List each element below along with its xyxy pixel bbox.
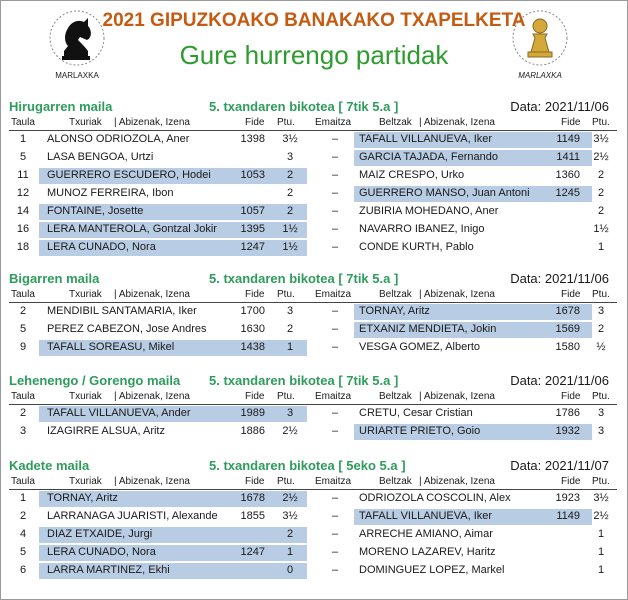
black-points: ½ [596,341,606,353]
column-header-white-fide: Fide [245,117,265,128]
white-player: TORNAY, Aritz [47,492,118,504]
column-header-white-name: | Abizenak, Izena [114,117,190,128]
result: – [331,407,339,419]
column-header-black-name: | Abizenak, Izena [419,391,495,402]
column-header-result: Emaitza [315,391,352,402]
white-player: LASA BENGOA, Urtzi [47,151,154,163]
board-number: 18 [16,241,30,253]
board-number: 5 [19,151,27,163]
black-points: 1 [597,528,605,540]
white-points: 2 [286,187,294,199]
column-header-white: Txuriak [69,391,102,402]
black-points: 3 [597,407,605,419]
column-header-black-fide: Fide [561,117,581,128]
board-number: 11 [17,169,29,181]
black-player: ZUBIRIA MOHEDANO, Aner [359,205,499,217]
board-number: 2 [19,305,27,317]
white-points: 2½ [282,492,298,504]
board-number: 4 [19,528,27,540]
black-points: 1½ [593,223,609,235]
pairing-row [9,490,617,508]
column-header-black-points: Ptu. [592,476,610,487]
white-player: LARRANAGA JUARISTI, Alexande [47,510,218,522]
pairing-row [9,562,617,580]
pairing-row [9,221,617,239]
column-header-white-points: Ptu. [277,117,295,128]
pairing-row [9,526,617,544]
column-header-black-fide: Fide [561,476,581,487]
column-header-black-fide: Fide [561,391,581,402]
board-number: 3 [19,425,27,437]
section-round: 5. txandaren bikotea [ 5eko 5.a ] [209,458,406,473]
white-points: 1 [286,341,294,353]
black-points: 3½ [593,492,609,504]
column-header-black-fide: Fide [561,289,581,300]
white-fide: 1247 [240,241,265,253]
result: – [331,510,339,522]
column-header-black-points: Ptu. [592,391,610,402]
black-player: TAFALL VILLANUEVA, Iker [359,133,493,145]
black-player: GARCIA TAJADA, Fernando [359,151,498,163]
black-fide: 1411 [556,151,580,163]
result: – [331,341,339,353]
white-points: 3½ [282,133,298,145]
result: – [331,323,339,335]
pairing-row [9,321,617,339]
white-player: GUERRERO ESCUDERO, Hodei [47,169,211,181]
white-fide: 1678 [240,492,265,504]
board-number: 1 [19,133,27,145]
white-player: MENDIBIL SANTAMARIA, Iker [47,305,197,317]
pairing-row [9,508,617,526]
pairing-row [9,544,617,562]
black-points: 2½ [593,151,609,163]
black-fide: 1678 [555,305,580,317]
pairing-row [9,203,617,221]
white-points: 2 [286,528,294,540]
black-player: URIARTE PRIETO, Goio [359,425,481,437]
black-player: CONDE KURTH, Pablo [359,241,474,253]
white-fide: 1398 [240,133,265,145]
white-fide: 1395 [240,223,265,235]
board-number: 1 [19,492,27,504]
section-round: 5. txandaren bikotea [ 7tik 5.a ] [209,99,399,114]
column-header-board: Taula [11,391,35,402]
pairing-row [9,239,617,257]
section-round: 5. txandaren bikotea [ 7tik 5.a ] [209,373,399,388]
board-number: 2 [19,510,27,522]
black-player: MORENO LAZAREV, Haritz [359,546,496,558]
svg-text:MARLAXKA: MARLAXKA [518,71,562,80]
white-points: 3½ [282,510,298,522]
result: – [331,528,339,540]
white-fide: 1053 [240,169,265,181]
column-header-black: Beltzak [379,476,412,487]
result: – [331,169,339,181]
board-number: 6 [19,564,27,576]
result: – [331,241,339,253]
result: – [331,492,339,504]
white-points: 3 [286,305,294,317]
board-number: 2 [19,407,27,419]
column-header-white-name: | Abizenak, Izena [114,289,190,300]
column-header-row [9,288,617,303]
column-header-white-points: Ptu. [277,476,295,487]
result: – [331,151,339,163]
section-0 [9,96,617,257]
black-points: 2 [597,187,605,199]
column-header-white: Txuriak [69,476,102,487]
black-points: 1 [597,564,605,576]
white-player: LERA CUNADO, Nora [47,546,156,558]
white-player: TAFALL VILLANUEVA, Ander [47,407,191,419]
white-points: 3 [286,407,294,419]
white-points: 1 [286,546,294,558]
white-points: 1½ [282,223,298,235]
black-fide: 1786 [555,407,580,419]
column-header-black-points: Ptu. [592,117,610,128]
pairing-row [9,185,617,203]
pairing-row [9,131,617,149]
section-header [9,455,617,475]
column-header-black-name: | Abizenak, Izena [419,117,495,128]
column-header-white: Txuriak [69,289,102,300]
black-fide: 1569 [555,323,580,335]
black-fide: 1245 [555,187,580,199]
pairing-row [9,339,617,357]
column-header-white-name: | Abizenak, Izena [114,391,190,402]
section-date: Data: 2021/11/06 [510,99,609,114]
black-fide: 1580 [555,341,580,353]
pairing-row [9,149,617,167]
black-player: TAFALL VILLANUEVA, Iker [359,510,493,522]
white-fide: 1630 [240,323,265,335]
black-points: 2 [597,205,605,217]
black-player: GUERRERO MANSO, Juan Antoni [359,187,530,199]
column-header-white-name: | Abizenak, Izena [114,476,190,487]
white-player: ALONSO ODRIOZOLA, Aner [47,133,190,145]
black-player: NAVARRO IBANEZ, Inigo [359,223,485,235]
column-header-result: Emaitza [315,289,352,300]
white-fide: 1438 [240,341,265,353]
section-header [9,268,617,288]
white-points: 2 [286,169,294,181]
column-header-white-fide: Fide [245,391,265,402]
white-fide: 1886 [240,425,265,437]
black-points: 3 [597,305,605,317]
white-player: FONTAINE, Josette [47,205,144,217]
black-fide: 1360 [555,169,580,181]
section-1 [9,268,617,357]
column-header-board: Taula [11,476,35,487]
column-header-black-name: | Abizenak, Izena [419,289,495,300]
result: – [331,187,339,199]
section-round: 5. txandaren bikotea [ 7tik 5.a ] [209,271,399,286]
black-fide: 1923 [555,492,580,504]
section-header [9,96,617,116]
white-points: 3 [286,151,294,163]
black-points: 2 [597,169,605,181]
white-points: 2 [286,323,294,335]
black-player: MAIZ CRESPO, Urko [359,169,465,181]
black-points: 3 [597,425,605,437]
black-player: VESGA GOMEZ, Alberto [359,341,481,353]
column-header-row [9,475,617,490]
column-header-black: Beltzak [379,289,412,300]
section-name: Hirugarren maila [9,99,113,114]
black-points: 2½ [593,510,609,522]
white-player: TAFALL SOREASU, Mikel [47,341,175,353]
white-points: 2½ [282,425,298,437]
section-header [9,370,617,390]
section-3 [9,455,617,580]
pairing-row [9,167,617,185]
white-player: DIAZ ETXAIDE, Jurgi [47,528,153,540]
column-header-black: Beltzak [379,391,412,402]
result: – [331,223,339,235]
black-player: ETXANIZ MENDIETA, Jokin [359,323,497,335]
black-player: ARRECHE AMIANO, Aimar [359,528,493,540]
column-header-row [9,116,617,131]
board-number: 9 [19,341,27,353]
pairing-row [9,405,617,423]
white-player: LARRA MARTINEZ, Ekhi [47,564,170,576]
white-fide: 1855 [240,510,265,522]
black-points: 2 [597,323,605,335]
section-name: Bigarren maila [9,271,100,286]
white-player: LERA MANTEROLA, Gontzal Jokir [47,223,217,235]
page-subtitle: Gure hurrengo partidak [179,40,449,70]
pairing-row [9,423,617,441]
result: – [331,546,339,558]
white-player: LERA CUNADO, Nora [47,241,156,253]
board-number: 14 [16,205,30,217]
column-header-black-points: Ptu. [592,289,610,300]
column-header-result: Emaitza [315,476,352,487]
column-header-black-name: | Abizenak, Izena [419,476,495,487]
board-number: 16 [16,223,30,235]
board-number: 5 [19,546,27,558]
board-number: 12 [16,187,30,199]
white-fide: 1057 [240,205,265,217]
column-header-board: Taula [11,117,35,128]
column-header-row [9,390,617,405]
white-points: 2 [286,205,294,217]
white-player: IZAGIRRE ALSUA, Aritz [47,425,165,437]
board-number: 5 [19,323,27,335]
black-player: DOMINGUEZ LOPEZ, Markel [359,564,505,576]
result: – [331,305,339,317]
black-player: ODRIOZOLA COSCOLIN, Alex [359,492,511,504]
white-fide: 1700 [240,305,265,317]
black-fide: 1149 [556,510,580,522]
column-header-board: Taula [11,289,35,300]
column-header-black: Beltzak [379,117,412,128]
white-fide: 1247 [240,546,265,558]
black-fide: 1932 [555,425,580,437]
black-points: 3½ [593,133,609,145]
pairing-row [9,303,617,321]
section-name: Lehenengo / Gorengo maila [9,373,181,388]
black-points: 1 [597,241,605,253]
section-name: Kadete maila [9,458,90,473]
result: – [331,564,339,576]
column-header-white: Txuriak [69,117,102,128]
result: – [331,425,339,437]
section-date: Data: 2021/11/06 [510,271,609,286]
white-points: 1½ [282,241,298,253]
column-header-white-points: Ptu. [277,289,295,300]
column-header-white-fide: Fide [245,476,265,487]
svg-text:MARLAXKA: MARLAXKA [55,71,99,80]
column-header-white-points: Ptu. [277,391,295,402]
section-date: Data: 2021/11/07 [510,458,609,473]
column-header-result: Emaitza [315,117,352,128]
section-2 [9,370,617,441]
white-player: PEREZ CABEZON, Jose Andres [47,323,207,335]
result: – [331,133,339,145]
white-points: 0 [286,564,294,576]
result: – [331,205,339,217]
section-date: Data: 2021/11/06 [510,373,609,388]
black-fide: 1149 [556,133,580,145]
page-title: 2021 GIPUZKOAKO BANAKAKO TXAPELKETA [102,10,526,31]
column-header-white-fide: Fide [245,289,265,300]
black-player: CRETU, Cesar Cristian [359,407,473,419]
white-fide: 1989 [240,407,265,419]
white-player: MUNOZ FERREIRA, Ibon [47,187,174,199]
black-player: TORNAY, Aritz [359,305,430,317]
black-points: 1 [597,546,605,558]
